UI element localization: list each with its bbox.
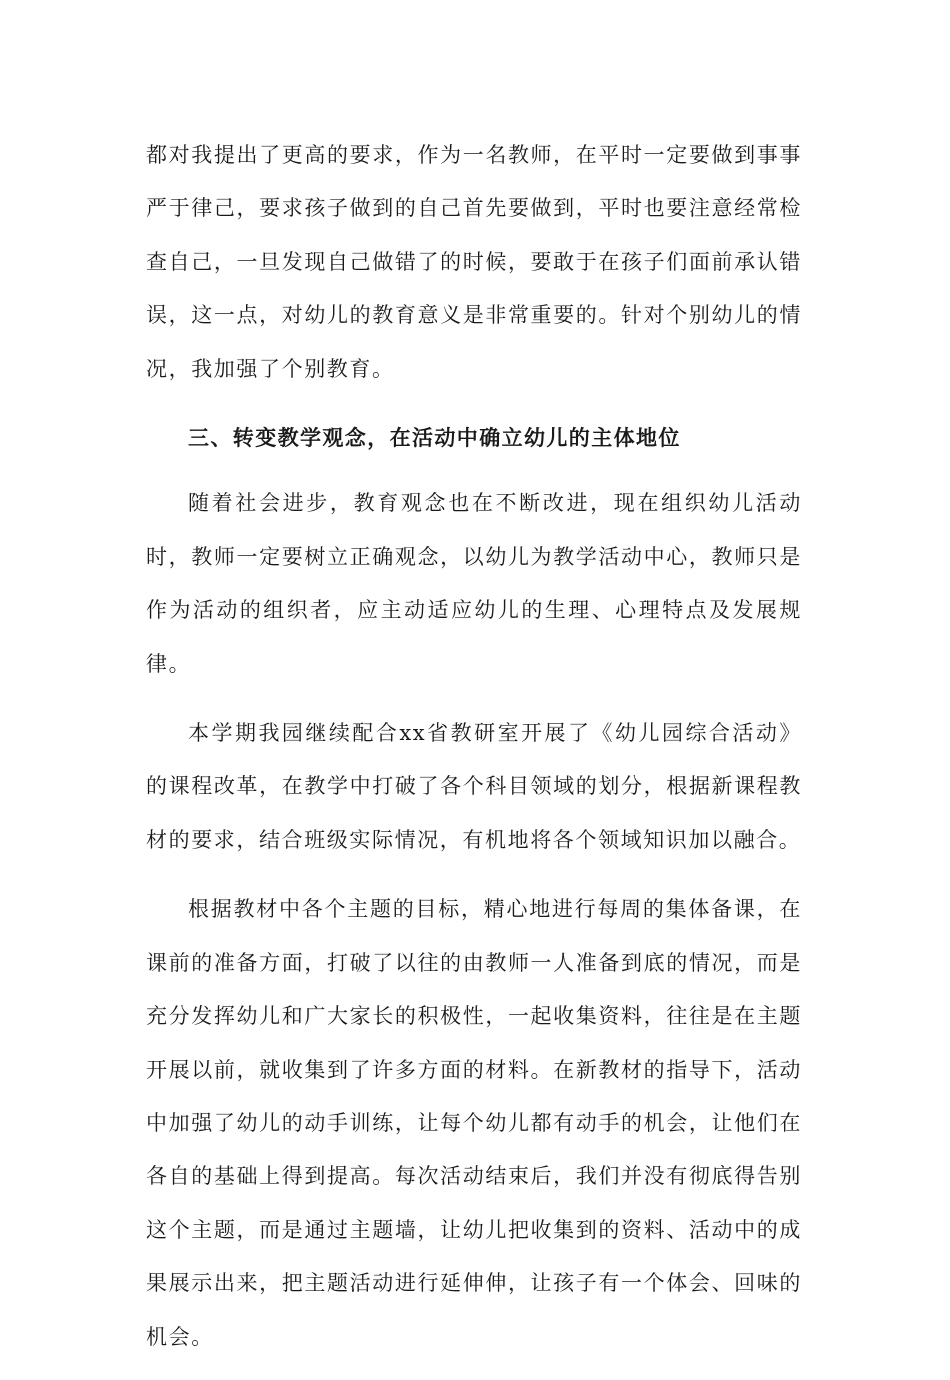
paragraph: 根据教材中各个主题的目标，精心地进行每周的集体备课，在课前的准备方面，打破了以往的由教师一人准备到底的情况，而是充分发挥幼儿和广大家长的积极性，一起收集资料，往往是在主题开展以前，就收集到了许多方面的材料。在新教材的指导下，活动中加强了幼儿的动手训练，让每个幼儿都有动手的机会，让他们在各自的基础上得到提高。每次活动结束后，我们并没有彻底得告别这个主题，而是通过主题墙，让幼儿把收集到的资料、活动中的成果展示出来，把主题活动进行延伸伸，让孩子有一个体会、回味的机会。 (146, 897, 802, 1349)
section-heading: 三、转变教学观念，在活动中确立幼儿的主体地位 (188, 426, 681, 451)
paragraph: 随着社会进步，教育观念也在不断改进，现在组织幼儿活动时，教师一定要树立正确观念，以幼儿为教学活动中心，教师只是作为活动的组织者，应主动适应幼儿的生理、心理特点及发展规律。 (146, 491, 802, 676)
document-body (146, 129, 802, 1380)
paragraph-continued: 都对我提出了更高的要求，作为一名教师，在平时一定要做到事事严于律己，要求孩子做到的自己首先要做到，平时也要注意经常检查自己，一旦发现自己做错了的时候，要敢于在孩子们面前承认错误，这一点，对幼儿的教育意义是非常重要的。针对个别幼儿的情况，我加强了个别教育。 (146, 143, 802, 381)
paragraph: 本学期我园继续配合xx省教研室开展了《幼儿园综合活动》的课程改革，在教学中打破了各个科目领域的划分，根据新课程教材的要求，结合班级实际情况，有机地将各个领域知识加以融合。 (146, 721, 802, 852)
